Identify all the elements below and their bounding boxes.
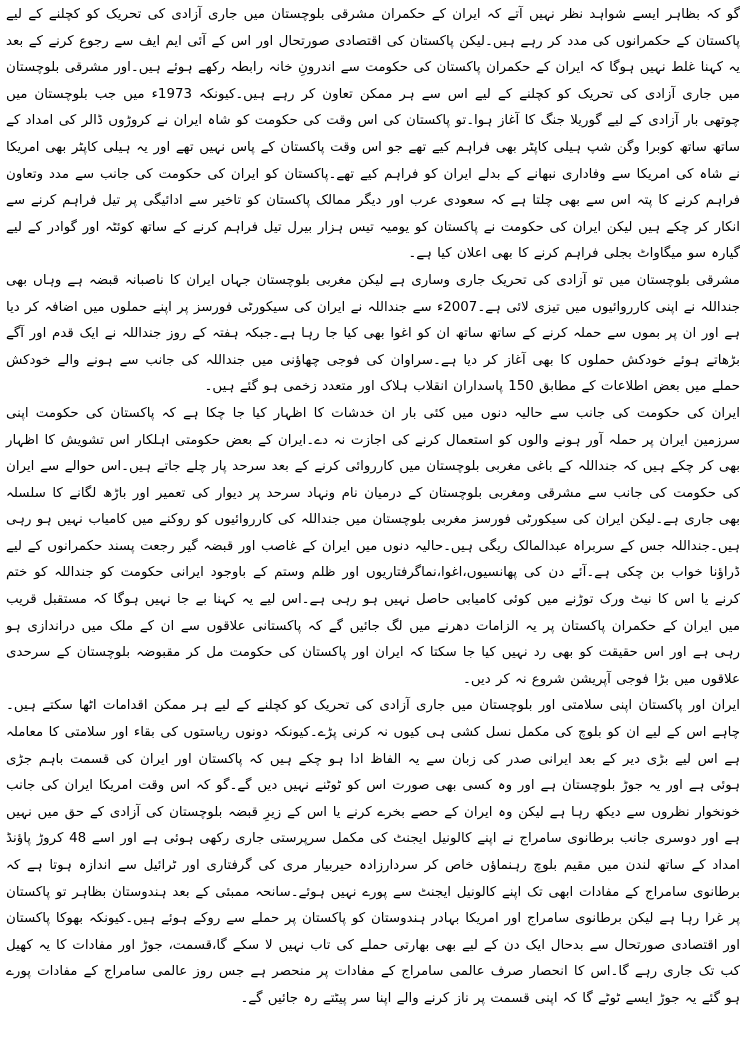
article-paragraph-1: گو کہ بظاہر ایسے شواہد نظر نہیں آتے کہ ایران کے حکمران مشرقی بلوچستان میں جاری آزادی کی تحریک کو کچلنے کے لیے پاکستان کے حکمرانوں کی مدد کر رہے ہیں۔لیکن پاکستان کی اقتصادی صورتحال اور اس کے آئی ایم ایف سے رجوع کرنے کے بعد یہ کہنا غلط نہیں ہوگا کہ ایران کے حکمران پاکستان کی حکومت سے اندرونِ خانہ رابطہ رکھے ہوئے ہیں۔اور مشرقی بلوچستان میں جاری آزادی کی تحریک کو کچلنے کے لیے اس سے ہر ممکن تعاون کر رہے ہیں۔کیونکہ 1973ء میں جب بلوچستان میں چوتھی بار آزادی کے لیے گوریلا جنگ کا آغاز ہوا۔تو پاکستان کی اس وقت کی حکومت کو شاہ ایران نے کروڑوں ڈالر کی امداد کے ساتھ ساتھ کوبرا وگن شپ ہیلی کاپٹر بھی فراہم کیے تھے جو اس وقت پاکستان کے پاس نہیں تھے اور یہ ہیلی کاپٹر بھی امریکا نے شاہ کی امریکا سے وفاداری نبھانے کے بدلے ایران کو فراہم کیے تھے۔پاکستان کو ایران کی حکومت کی جانب سے مدد وتعاون فراہم کرنے کا پتہ اس سے بھی چلتا ہے کہ سعودی عرب اور دیگر ممالک پاکستان کو تاخیر سے ادائیگی پر تیل فراہم کرنے سے انکار کر چکے ہیں لیکن ایران کی حکومت نے پاکستان کو یومیہ تیس ہزار بیرل تیل فراہم کرنے کے ساتھ کوئٹہ اور گوادر کے لیے گیارہ سو میگاواٹ بجلی فراہم کرنے کا بھی اعلان کیا ہے۔ [6, 7, 740, 262]
article-paragraph-2: مشرقی بلوچستان میں تو آزادی کی تحریک جاری وساری ہے لیکن مغربی بلوچستان جہاں ایران کا ناصبانہ قبضہ ہے وہاں بھی جنداللہ نے اپنی کارروائیوں میں تیزی لائی ہے۔2007ء سے جنداللہ نے ایران کی سیکورٹی فورسز پر اپنے حملوں میں اضافہ کر دیا ہے اور ان پر بموں سے حملہ کرنے کے ساتھ ساتھ ان کو اغوا بھی کیا جا رہا ہے۔جبکہ ہفتہ کے روز جنداللہ نے ایک قدم اور آگے بڑھاتے ہوئے خودکش حملوں کا بھی آغاز کر دیا ہے۔سراوان کی فوجی چھاؤنی میں جنداللہ کی جانب سے ہونے والے خودکش حملے میں بعض اطلاعات کے مطابق 150 پاسداران انقلاب ہلاک اور متعدد زخمی ہو گئے ہیں۔ [6, 272, 740, 395]
article-paragraph-4: ایران اور پاکستان اپنی سلامتی اور بلوچستان میں جاری آزادی کی تحریک کو کچلنے کے لیے ہر ممکن اقدامات اٹھا سکتے ہیں۔چاہے اس کے لیے ان کو بلوچ کی مکمل نسل کشی ہی کیوں نہ کرنی پڑے۔کیونکہ دونوں ریاستوں کی بقاء اور سلامتی کا معاملہ ہے اس لیے بڑی دیر کے بعد ایرانی صدر کی زبان سے یہ الفاظ ادا ہو چکے ہیں کہ پاکستان اور ایران کی قسمت باہم جڑی ہوئی ہے اور یہ جوڑ بلوچستان ہے اور وہ کسی بھی صورت اس کو ٹوٹنے نہیں دیں گے۔گو کہ اس وقت امریکا ایران کی جانب خونخوار نظروں سے دیکھ رہا ہے لیکن وہ ایران کے حصے بخرے کرنے یا اس کے زیرِ قبضہ بلوچستان کی آزادی کے حق میں نہیں ہے اور دوسری جانب برطانوی سامراج نے اپنے کالونیل ایجنٹ کی مکمل سرپرستی جاری رکھی ہوئی ہے اور اسے 48 کروڑ پاؤنڈ امداد کے ساتھ لندن میں مقیم بلوچ رہنماؤں خاص کر سردارزادہ حیربیار مری کی گرفتاری اور ٹرائیل سے اندازہ ہوتا ہے کہ برطانوی سامراج کے مفادات ابھی تک اپنے کالونیل ایجنٹ سے پورے نہیں ہوئے۔سانحہ ممبئی کے بعد ہندوستان بظاہر تو پاکستان پر غرا رہا ہے لیکن برطانوی سامراج اور امریکا بہادر ہندوستان کو پاکستان پر حملے سے روکے ہوئے ہیں۔کیونکہ بھوکا پاکستان اور اقتصادی صورتحال سے بدحال ایک دن کے لیے بھی بھارتی حملے کی تاب نہیں لا سکے گا،قسمت، جوڑ اور مفادات کا یہ کھیل کب تک جاری رہے گا۔اس کا انحصار صرف عالمی سامراج کے مفادات پر منحصر ہے جس روز عالمی سامراج کے مفادات پورے ہو گئے یہ جوڑ ایسے ٹوٹے گا کہ اپنی قسمت پر ناز کرنے والے اپنا سر پیٹتے رہ جائیں گے۔ [6, 698, 740, 1006]
article-paragraph-3: ایران کی حکومت کی جانب سے حالیہ دنوں میں کئی بار ان خدشات کا اظہار کیا جا چکا ہے کہ پاکستان کی حکومت اپنی سرزمین ایران پر حملہ آور ہونے والوں کو استعمال کرنے کی اجازت نہ دے۔ایران کے بعض حکومتی اہلکار اس تشویش کا اظہار بھی کر چکے ہیں کہ جنداللہ کے باغی مغربی بلوچستان میں کارروائی کرنے کے بعد سرحد پار چلے جاتے ہیں۔اس حوالے سے ایران کی حکومت کی جانب سے مشرقی ومغربی بلوچستان کے درمیان نام ونہاد سرحد پر دیوار کی تعمیر اور باڑھ لگانے کا سلسلہ بھی جاری ہے۔لیکن ایران کی سیکورٹی فورسز مغربی بلوچستان میں جنداللہ کی کارروائیوں کو روکنے میں کامیاب نہیں ہو رہی ہیں۔جنداللہ جس کے سربراہ عبدالمالک ریگی ہیں۔حالیہ دنوں میں ایران کے غاصب اور قبضہ گیر رجعت پسند حکمرانوں کے لیے ڈراؤنا خواب بن چکی ہے۔آئے دن کی پھانسیوں،اغوا،نماگرفتاریوں اور ظلم وستم کے باوجود ایرانی حکومت کو جنداللہ کو ختم کرنے یا اس کا نیٹ ورک توڑنے میں کوئی کامیابی حاصل نہیں ہو رہی ہے۔اس لیے یہ کہنا بے جا نہیں ہوگا کہ مستقبل قریب میں ایران کے حکمران پاکستان پر یہ الزامات دھرنے میں لگ جائیں گے کہ پاکستانی علاقوں سے ان کے ملک میں دراندازی ہو رہی ہے اور اس حقیقت کو بھی رد نہیں کیا جا سکتا کہ ایران اور پاکستان کی حکومت مل کر مقبوضہ بلوچستان کے سرحدی علاقوں میں بڑا فوجی آپریشن شروع نہ کر دیں۔ [6, 405, 740, 687]
